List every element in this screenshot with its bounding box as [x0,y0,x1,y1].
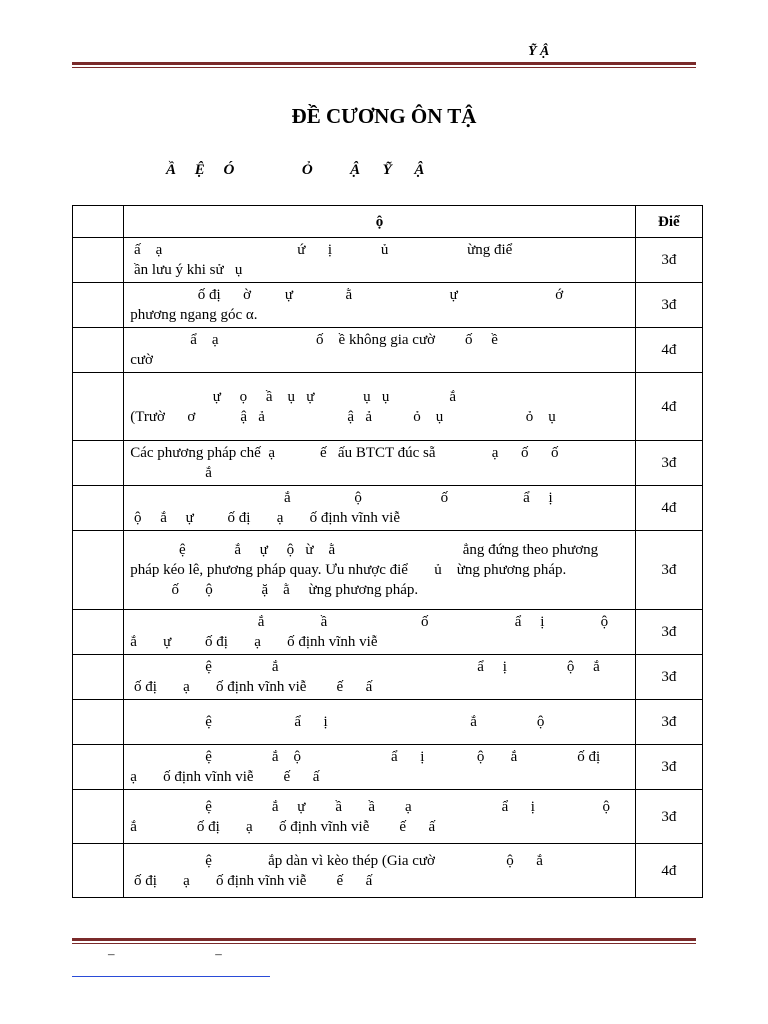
header-index-cell [73,206,124,238]
row-index-cell [73,441,124,486]
row-content-cell: ự ọ ầ ụ ự ụ ụ ắ (Trườ ơ ậ ả ậ ả ỏ ụ ỏ ụ [124,373,635,441]
table-row [73,745,703,790]
row-index-cell [73,655,124,700]
row-content-cell: ệ ắ ộ ẩ ị ộ ắ ố đị ạ ố định vĩnh viễ ế ấ [124,745,635,790]
row-index-cell [73,531,124,610]
row-index-cell [73,610,124,655]
row-score-cell: 3đ [635,745,702,790]
row-content-cell: ẩ ạ ố ề không gia cườ ố ề cườ [124,328,635,373]
row-score-cell: 3đ [635,441,702,486]
table-row [73,700,703,745]
row-content-cell: ắ ộ ố ẩ ị ộ ắ ự ố đị ạ ố định vĩnh viễ [124,486,635,531]
row-content-cell: ệ ắ ự ộ ừ ằ ẳng đứng theo phương pháp kéo lê, phương pháp quay. Ưu nhược điể ủ ừng phương pháp. ố ộ ặ ằ ừng phương pháp. [124,531,635,610]
row-score-cell: 4đ [635,844,702,898]
footer-divider [72,938,696,944]
row-index-cell [73,745,124,790]
row-index-cell [73,328,124,373]
footer-text: – – [108,946,222,961]
row-score-cell: 3đ [635,700,702,745]
document-subtitle: Ầ Ệ Ó Ỏ Ậ Ỹ Ậ [166,162,425,178]
table-row [73,238,703,283]
row-content-cell: ố đị ờ ự ằ ự ớ phương ngang góc α. [124,283,635,328]
header-score-cell: Điể [635,206,702,238]
row-content-cell: ấ ạ ứ ị ủ ừng điể ần lưu ý khi sử ụ [124,238,635,283]
row-score-cell: 4đ [635,486,702,531]
table-header-row [73,206,703,238]
row-score-cell: 3đ [635,531,702,610]
header-divider [72,62,696,68]
row-score-cell: 3đ [635,610,702,655]
table-row [73,486,703,531]
row-score-cell: 3đ [635,283,702,328]
table-row [73,328,703,373]
row-index-cell [73,844,124,898]
header-content-cell: ộ [124,206,635,238]
row-score-cell: 3đ [635,238,702,283]
row-index-cell [73,486,124,531]
row-content-cell: ệ ắ ự ầ ầ ạ ẩ ị ộ ắ ố đị ạ ố định vĩnh viễ ế ấ [124,790,635,844]
row-index-cell [73,700,124,745]
row-content-cell: ệ ắp dàn vì kèo thép (Gia cườ ộ ắ ố đị ạ ố định vĩnh viễ ế ấ [124,844,635,898]
table-row [73,844,703,898]
table-row [73,790,703,844]
row-content-cell: ệ ẩ ị ắ ộ [124,700,635,745]
row-index-cell [73,283,124,328]
page-header-text: Ỹ Ậ [528,44,550,59]
table-row [73,610,703,655]
table-row [73,531,703,610]
document-title: ĐỀ CƯƠNG ÔN TẬ [291,104,477,128]
table-row [73,373,703,441]
exam-topics-table [72,205,703,898]
row-index-cell [73,238,124,283]
row-score-cell: 4đ [635,373,702,441]
table-row [73,441,703,486]
row-score-cell: 3đ [635,655,702,700]
table-row [73,655,703,700]
row-index-cell [73,373,124,441]
row-index-cell [73,790,124,844]
row-content-cell: ệ ắ ẩ ị ộ ắ ố đị ạ ố định vĩnh viễ ế ấ [124,655,635,700]
row-score-cell: 3đ [635,790,702,844]
table-row [73,283,703,328]
row-content-cell: ắ ầ ố ẩ ị ộ ắ ự ố đị ạ ố định vĩnh viễ [124,610,635,655]
footer-link[interactable] [72,966,270,977]
row-content-cell: Các phương pháp chế ạ ế ấu BTCT đúc sẵ ạ ố ố ắ [124,441,635,486]
row-score-cell: 4đ [635,328,702,373]
